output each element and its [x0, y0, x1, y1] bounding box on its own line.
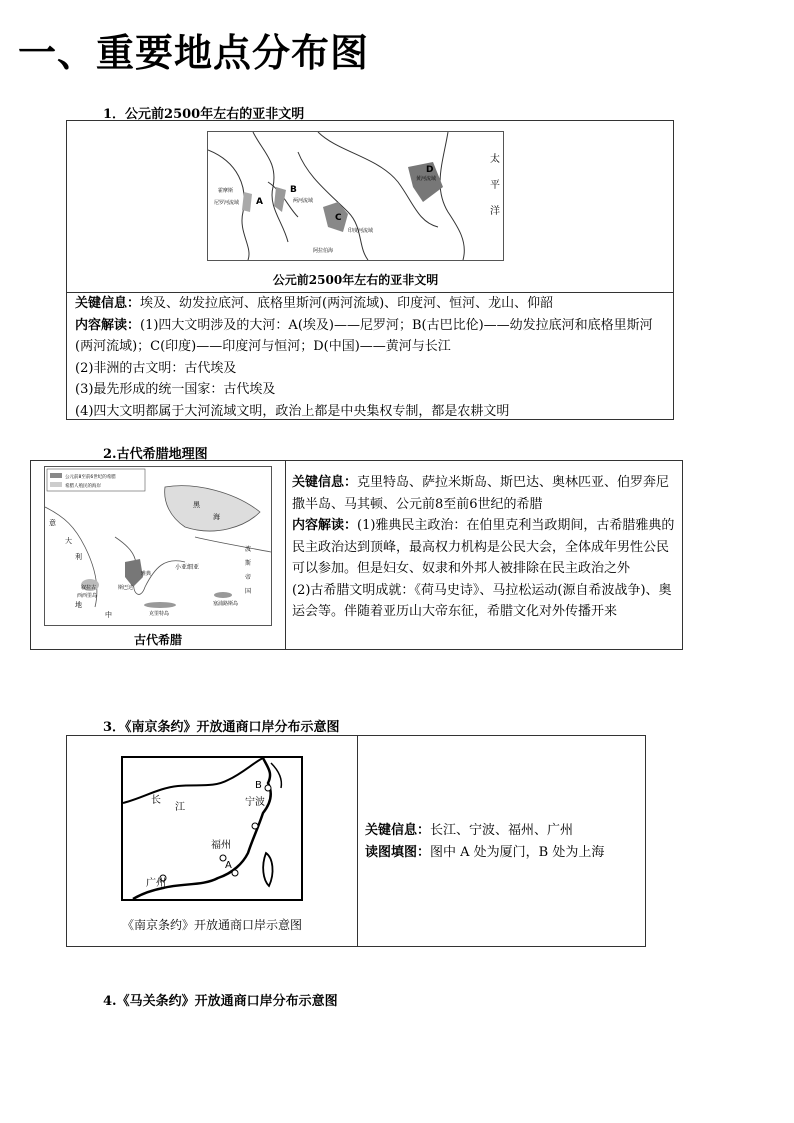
section-1-heading: 1．公元前2500年左右的亚非文明: [103, 107, 305, 122]
s2-content-label: 内容解读：: [292, 518, 358, 533]
map-marker-a: A: [256, 197, 263, 207]
yangtze-label-2: 江: [175, 802, 185, 813]
s1-line-4: (4)四大文明都属于大河流域文明，政治上都是中央集权专制，都是农耕文明: [75, 403, 510, 419]
mesopotamia-label: 两河流域: [293, 198, 314, 204]
crete-label: 克里特岛: [149, 611, 170, 617]
black-sea-label-2: 海: [213, 513, 220, 521]
persia-label-2: 斯: [245, 560, 252, 567]
greece-map-drawing: [45, 467, 271, 625]
section-3-map-cell: [67, 736, 358, 946]
med-label-2: 中: [105, 611, 112, 619]
greece-map: [44, 466, 272, 626]
s1-content-label: 内容解读：: [75, 317, 141, 333]
asia-africa-map: [207, 131, 504, 261]
nile-label: 尼罗河流域: [214, 200, 240, 206]
s1-key-text: 埃及、幼发拉底河、底格里斯河(两河流域)、印度河、恒河、龙山、仰韶: [140, 296, 554, 311]
s2-line-2: (2)古希腊文明成就：《荷马史诗》、马拉松运动(源自希波战争)、奥运会等。伴随着亚历山大帝东征，希腊文化对外传播开来: [292, 582, 672, 619]
section-2-heading: 2.古代希腊地理图: [103, 447, 208, 462]
s1-line-2: (2)非洲的古文明：古代埃及: [75, 360, 237, 376]
nanjing-treaty-map: [121, 756, 303, 901]
ningbo-label: 宁波: [245, 797, 265, 808]
marker-b: B: [255, 780, 262, 791]
map-marker-d: D: [426, 165, 434, 175]
legend-item-1: 公元前8至前6世纪的希腊: [65, 475, 116, 480]
section-1-map-caption: 公元前2500年左右的亚非文明: [272, 273, 439, 287]
persia-label-4: 国: [245, 588, 252, 595]
italy-label-1: 意: [49, 519, 56, 527]
s3-key-label: 关键信息：: [365, 823, 431, 838]
map-marker-b: B: [290, 185, 297, 195]
persia-label-1: 波: [245, 546, 252, 553]
s3-read-label: 读图填图：: [365, 844, 431, 860]
s2-key-text: 克里特岛、萨拉米斯岛、斯巴达、奥林匹亚、伯罗奔尼撒半岛、马其顿、公元前8至前6世纪的希腊: [292, 475, 670, 512]
italy-label-3: 利: [75, 553, 82, 561]
section-3-heading: 3．《南京条约》开放通商口岸分布示意图: [103, 720, 340, 735]
black-sea-label-1: 黑: [193, 501, 200, 509]
indus-label: 印度河流域: [348, 228, 374, 234]
section-2-map-caption: 古代希腊: [133, 633, 182, 647]
arabian-sea-label: 阿拉伯海: [313, 248, 334, 254]
s3-read-text: 图中 A 处为厦门，B 处为上海: [430, 844, 605, 860]
marker-a: A: [225, 860, 232, 871]
legend-item-2: 希腊人殖民的海岸: [65, 484, 101, 489]
nanjing-treaty-map-drawing: [123, 758, 301, 899]
s2-key-label: 关键信息：: [292, 475, 358, 490]
section-1-table: [66, 120, 674, 420]
persia-label-3: 帝: [245, 574, 252, 581]
italy-label-2: 大: [65, 537, 72, 545]
section-2-map-cell: [31, 461, 286, 649]
section-1-map-cell: [67, 121, 673, 293]
section-3-text: [365, 820, 641, 863]
section-4-heading: 4.《马关条约》开放通商口岸分布示意图: [103, 994, 338, 1009]
section-3-table: [66, 735, 646, 947]
s2-line-1: (1)雅典民主政治：在伯里克利当政期间，古希腊雅典的民主政治达到顶峰，最高权力机构是公民大会，全体成年男性公民可以参加。但是妇女、奴隶和外邦人被排除在民主政治之外: [292, 518, 675, 576]
asia-africa-map-drawing: [208, 132, 503, 260]
pacific-label-2: 平: [490, 180, 500, 191]
asia-minor-label: 小亚细亚: [175, 564, 200, 571]
med-label-1: 地: [75, 601, 82, 609]
sparta-label: 斯巴达: [118, 585, 134, 591]
athens-label: 雅典: [141, 571, 152, 577]
cyprus-label: 塞浦路斯岛: [213, 601, 239, 607]
s3-key-text: 长江、宁波、福州、广州: [430, 823, 574, 838]
section-1-text: [75, 293, 667, 422]
sicily-label: 西西里岛: [77, 593, 98, 599]
s1-line-1: (1)四大文明涉及的大河：A(埃及)——尼罗河；B(古巴比伦)——幼发拉底河和底格里斯河(两河流域)；C(印度)——印度河与恒河；D(中国)——黄河与长江: [75, 317, 653, 354]
s1-line-3: (3)最先形成的统一国家：古代埃及: [75, 382, 276, 397]
yangtze-label-1: 长: [151, 795, 161, 806]
guangzhou-label: 广州: [146, 878, 166, 889]
syracuse-label: 叙拉古: [81, 585, 97, 591]
pacific-label-3: 洋: [490, 206, 500, 217]
page-title: 一、重要地点分布图: [18, 31, 370, 75]
fuzhou-label: 福州: [211, 840, 231, 851]
s1-key-label: 关键信息：: [75, 296, 141, 311]
egypt-label: 霍摩斯: [218, 188, 234, 194]
section-3-map-caption: 《南京条约》开放通商口岸示意图: [121, 918, 302, 932]
map-marker-c: C: [335, 213, 342, 223]
section-2-table: [30, 460, 683, 650]
huanghe-label: 黄河流域: [416, 176, 437, 182]
section-2-text: [292, 472, 679, 623]
pacific-label-1: 太: [490, 154, 500, 165]
